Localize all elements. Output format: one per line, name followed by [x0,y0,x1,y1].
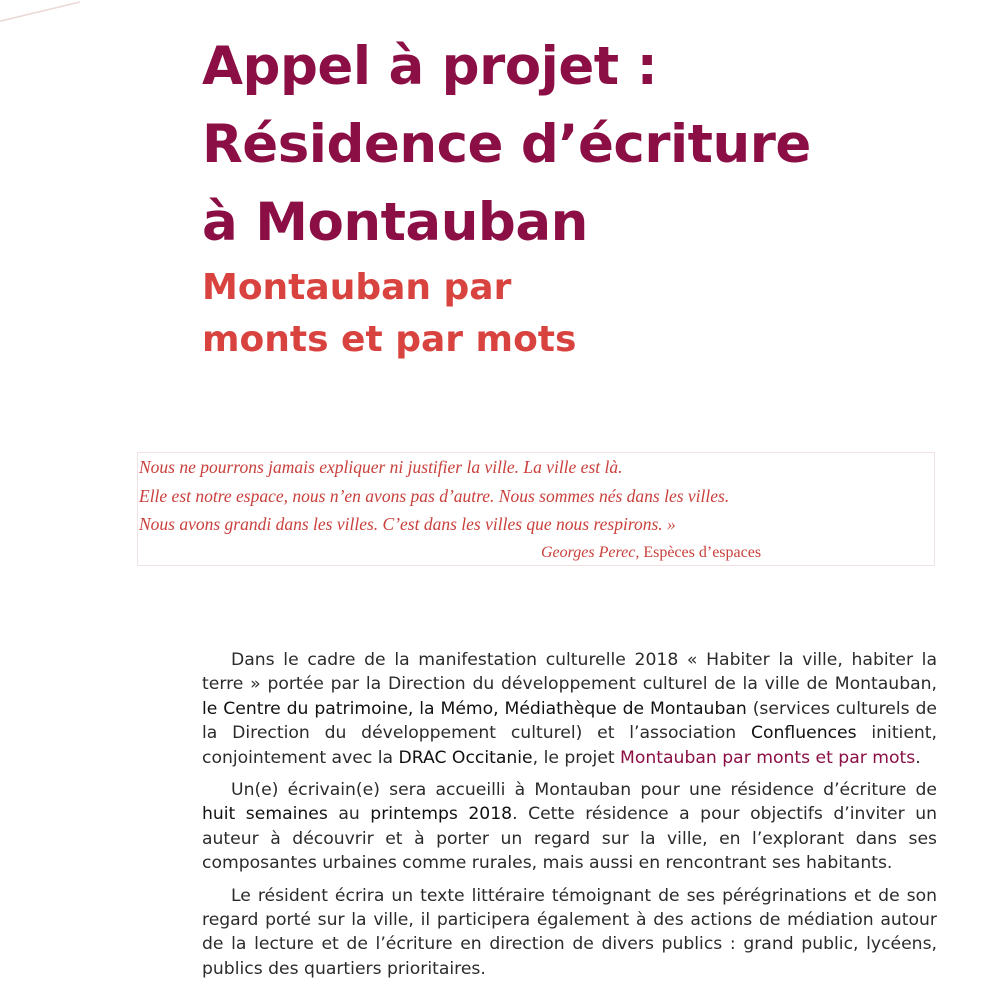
paragraph-2 [202,778,937,876]
quote-line-2: Elle est notre espace, nous n’en avons pas d’autre. Nous sommes nés dans les villes. [139,485,730,506]
p1-text-4: , le projet [532,747,621,768]
p1-text-2: (services culturels de la Direction du développement culturel) et l’association [202,698,937,744]
p2-text-3: . Cette résidence a pour objectifs d’inviter un auteur à découvrir et à porter un regard sur la ville, en l’explorant dans ses composantes urbaines comme rurales, mais aussi en rencontrant ses habitants. [202,804,937,874]
epigraph-quote [139,453,729,539]
p1-highlight-drac: DRAC Occitanie [398,747,533,768]
p2-highlight-duration: huit semaines [202,804,328,825]
title-line-3: à Montauban [202,192,588,253]
p1-highlight-confluences: Confluences [750,723,857,744]
p1-highlight-partners: le Centre du patrimoine, la Mémo, Médiathèque de Montauban [202,698,747,719]
paragraph-1 [202,648,937,770]
title-line-2: Résidence d’écriture [202,114,811,175]
p2-text-2: au [327,804,371,825]
quote-line-3: Nous avons grandi dans les villes. C’est dans les villes que nous respirons. » [139,514,676,534]
paragraph-3 [202,884,937,982]
project-name-highlight: Montauban par monts et par mots [620,747,916,768]
subtitle-line-1: Montauban par [202,267,512,308]
subtitle-line-2: monts et par mots [202,319,577,360]
quote-work-title: Espèces d’espaces [639,544,762,561]
page-subtitle [202,262,576,366]
p2-text-1: Un(e) écrivain(e) sera accueilli à Montauban pour une résidence d’écriture de [231,780,937,801]
body-text [202,648,937,989]
corner-decoration [0,0,80,28]
quote-line-1: Nous ne pourrons jamais expliquer ni justifier la ville. La ville est là. [139,457,623,477]
quote-attribution [541,544,761,562]
p1-text-5: . [915,747,921,768]
p2-highlight-season: printemps 2018 [370,804,513,825]
quote-author: Georges Perec, [541,544,640,561]
p3-text-1: Le résident écrira un texte littéraire témoignant de ses pérégrinations et de son regard porté sur la ville, il participera également à des actions de médiation autour de la lecture et de l’écriture en direction de divers publics : grand public, lycéens, publics des quartiers prioritaires. [202,885,937,979]
p1-text-1: Dans le cadre de la manifestation culturelle 2018 « Habiter la ville, habiter la terre » portée par la Direction du développement culturel de la ville de Montauban, [202,650,937,695]
title-line-1: Appel à projet : [202,36,658,97]
p1-text-3: initient, conjointement avec la [202,723,937,768]
page-title [202,28,811,262]
